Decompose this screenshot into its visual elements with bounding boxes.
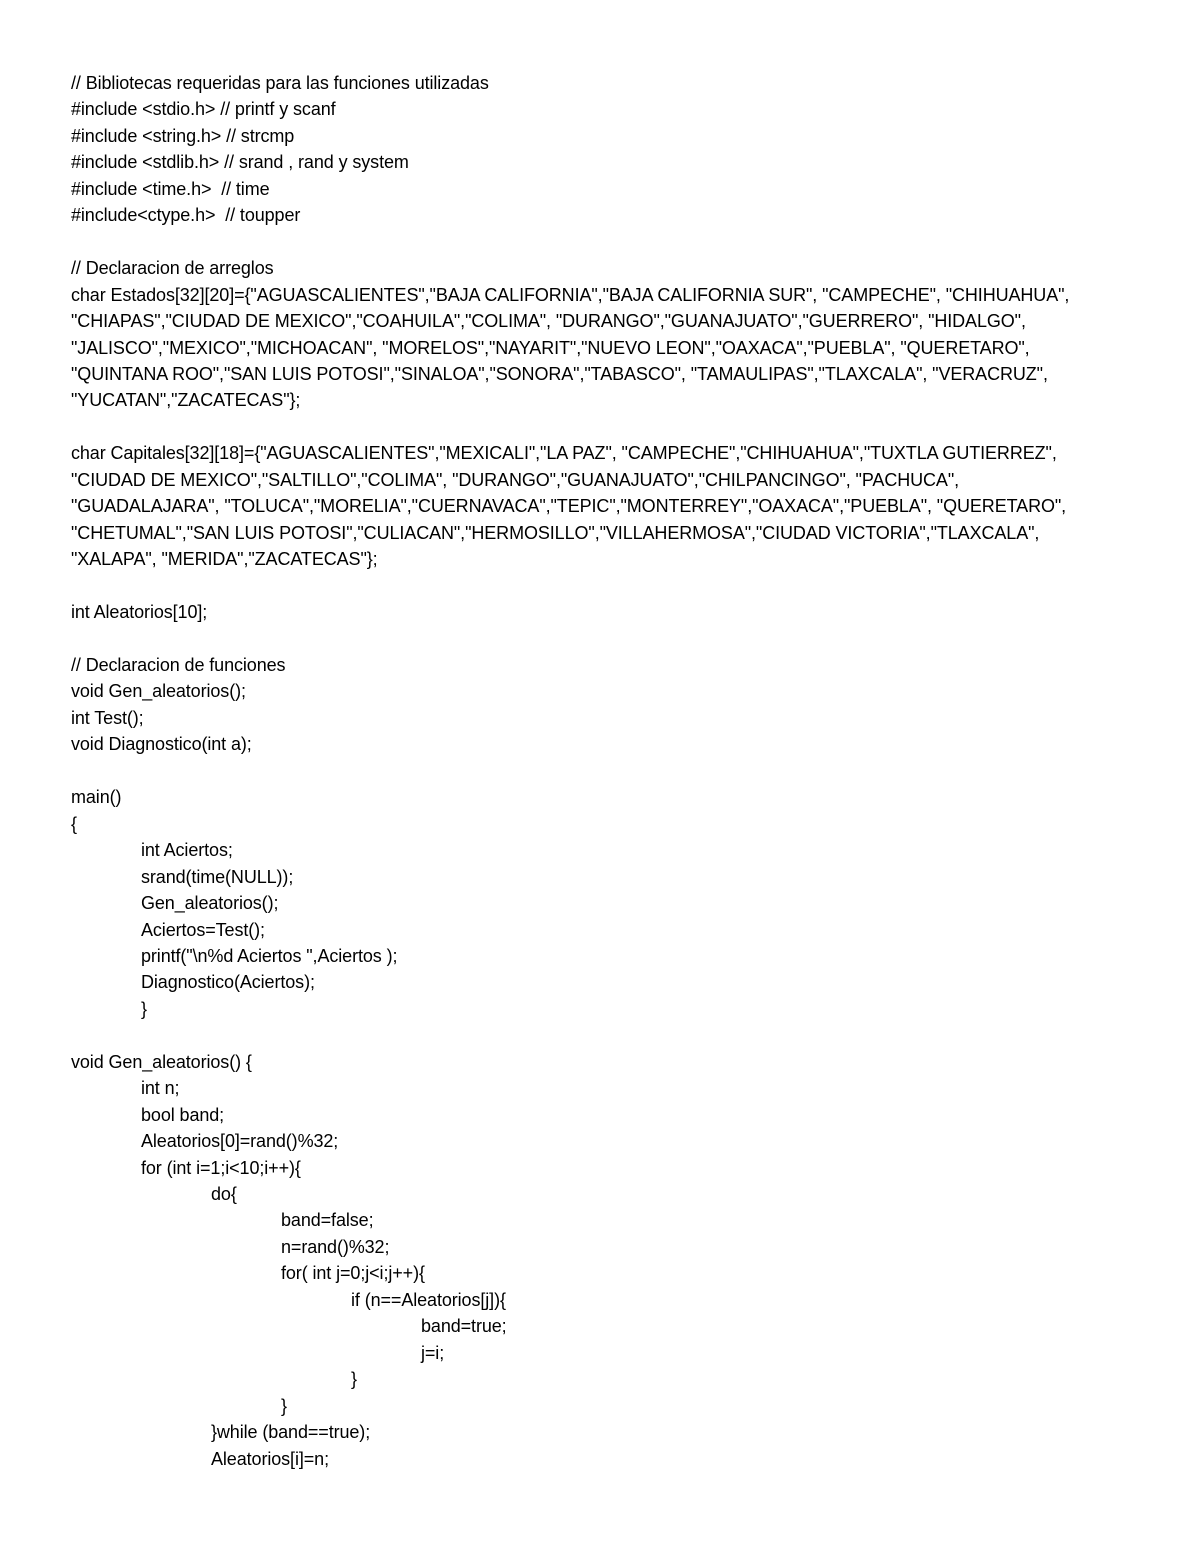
code-line: #include <string.h> // strcmp <box>71 125 295 146</box>
code-line: bool band; <box>141 1104 225 1125</box>
code-line: "CHETUMAL","SAN LUIS POTOSI","CULIACAN","HERMOSILLO","VILLAHERMOSA","CIUDAD VICTORIA","TLAXCALA", <box>71 522 1040 543</box>
code-line: "GUADALAJARA", "TOLUCA","MORELIA","CUERNAVACA","TEPIC","MONTERREY","OAXACA","PUEBLA", "QUERETARO", <box>71 496 1067 517</box>
code-line: do{ <box>211 1184 237 1205</box>
code-line: char Capitales[32][18]={"AGUASCALIENTES","MEXICALI","LA PAZ", "CAMPECHE","CHIHUAHUA","TUXTLA GUTIERREZ", <box>71 443 1057 464</box>
code-line: } <box>351 1369 357 1390</box>
code-line: // Declaracion de funciones <box>71 654 286 675</box>
code-line: // Bibliotecas requeridas para las funciones utilizadas <box>71 73 489 93</box>
code-line: for (int i=1;i<10;i++){ <box>141 1157 301 1178</box>
code-line: Diagnostico(Aciertos); <box>141 972 315 993</box>
code-line: Gen_aleatorios(); <box>141 893 279 914</box>
code-line: band=false; <box>281 1210 374 1231</box>
code-line: "YUCATAN","ZACATECAS"}; <box>71 390 301 411</box>
code-line: Aciertos=Test(); <box>141 919 265 940</box>
code-blank-line <box>71 626 1190 652</box>
code-text <box>71 70 1190 1472</box>
code-line: Aleatorios[0]=rand()%32; <box>141 1131 339 1152</box>
code-blank-line <box>71 758 1190 784</box>
code-line: }while (band==true); <box>211 1422 371 1443</box>
code-line: Aleatorios[i]=n; <box>211 1448 329 1469</box>
code-line: "JALISCO","MEXICO","MICHOACAN", "MORELOS","NAYARIT","NUEVO LEON","OAXACA","PUEBLA", "QUERETARO", <box>71 337 1030 358</box>
code-line: for( int j=0;j<i;j++){ <box>281 1263 425 1284</box>
code-line: srand(time(NULL)); <box>141 866 294 887</box>
code-line: void Gen_aleatorios() { <box>71 1051 252 1072</box>
code-line: band=true; <box>421 1316 507 1337</box>
code-line: int n; <box>141 1078 180 1099</box>
code-line: j=i; <box>421 1342 445 1363</box>
code-line: n=rand()%32; <box>281 1236 390 1257</box>
code-line: #include<ctype.h> // toupper <box>71 205 301 226</box>
code-line: "CIUDAD DE MEXICO","SALTILLO","COLIMA", "DURANGO","GUANAJUATO","CHILPANCINGO", "PACHUCA", <box>71 469 960 490</box>
code-blank-line <box>71 1022 1190 1048</box>
code-line: int Test(); <box>71 707 144 728</box>
code-blank-line <box>71 573 1190 599</box>
code-line: void Diagnostico(int a); <box>71 734 252 755</box>
code-line: "CHIAPAS","CIUDAD DE MEXICO","COAHUILA","COLIMA", "DURANGO","GUANAJUATO","GUERRERO", "HIDALGO", <box>71 311 1026 332</box>
code-blank-line <box>71 229 1190 255</box>
code-line: printf("\n%d Aciertos ",Aciertos ); <box>141 945 398 966</box>
code-line: "QUINTANA ROO","SAN LUIS POTOSI","SINALOA","SONORA","TABASCO", "TAMAULIPAS","TLAXCALA", "VERACRUZ", <box>71 363 1048 384</box>
code-line: int Aleatorios[10]; <box>71 602 208 623</box>
code-line: if (n==Aleatorios[j]){ <box>351 1289 506 1310</box>
code-line: #include <time.h> // time <box>71 178 270 199</box>
code-line: main() <box>71 787 122 808</box>
code-line: int Aciertos; <box>141 840 233 861</box>
code-line: char Estados[32][20]={"AGUASCALIENTES","BAJA CALIFORNIA","BAJA CALIFORNIA SUR", "CAMPECHE", "CHIHUAHUA", <box>71 284 1070 305</box>
code-line: "XALAPA", "MERIDA","ZACATECAS"}; <box>71 549 378 570</box>
code-line: } <box>141 998 147 1019</box>
code-line: #include <stdlib.h> // srand , rand y system <box>71 152 409 173</box>
code-blank-line <box>71 414 1190 440</box>
code-line: } <box>281 1395 287 1416</box>
code-line: // Declaracion de arreglos <box>71 258 274 279</box>
code-line: void Gen_aleatorios(); <box>71 681 246 702</box>
code-line: { <box>71 813 77 834</box>
code-line: #include <stdio.h> // printf y scanf <box>71 99 336 120</box>
